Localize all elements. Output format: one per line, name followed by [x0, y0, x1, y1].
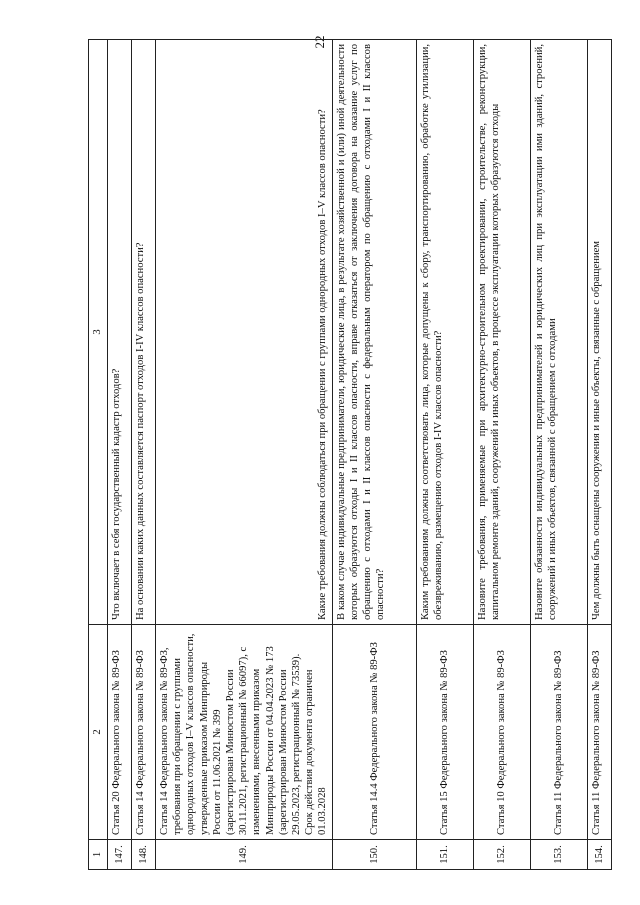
row-number: 149. — [156, 840, 333, 870]
table-row — [332, 40, 416, 870]
row-question: Что включает в себя государственный кадастр отходов? — [108, 40, 132, 625]
questions-table — [88, 39, 612, 870]
header-col-3: 3 — [89, 40, 108, 625]
header-col-1: 1 — [89, 840, 108, 870]
row-number: 152. — [473, 840, 530, 870]
row-law-reference: Статья 10 Федерального закона № 89-ФЗ — [473, 625, 530, 840]
row-question: Назовите обязанности индивидуальных предпринимателей и юридических лиц при эксплуатации ими зданий, строений, сооружений и иных объектов, связанной с обращением с отходами — [530, 40, 587, 625]
row-question: Какие требования должны соблюдаться при обращении с группами однородных отходов I–V классов опасности? — [156, 40, 333, 625]
row-law-reference: Статья 20 Федерального закона № 89-ФЗ — [108, 625, 132, 840]
row-number: 147. — [108, 840, 132, 870]
row-number: 154. — [587, 840, 611, 870]
row-number: 153. — [530, 840, 587, 870]
row-law-reference: Статья 11 Федерального закона № 89-ФЗ — [587, 625, 611, 840]
row-question: Каким требованиям должны соответствовать лица, которые допущены к сбору, транспортированию, обработке утилизации, обезвреживанию, размещению отходов I-IV классов опасности? — [416, 40, 473, 625]
row-question: Чем должны быть оснащены сооружения и иные объекты, связанные с обращением — [587, 40, 611, 625]
table-row — [587, 40, 611, 870]
row-law-reference: Статья 11 Федерального закона № 89-ФЗ — [530, 625, 587, 840]
page-number: 22 — [312, 35, 327, 49]
row-number: 148. — [132, 840, 156, 870]
table-row — [156, 40, 333, 870]
table-row — [132, 40, 156, 870]
row-law-reference: Статья 14 Федерального закона № 89-ФЗ, требования при обращении с группами однородных отходов I–V классов опасности, утвержденные приказом Минприроды России от 11.06.2021 № 399 (зарегистрирован Минюстом России 30.11.2021, регистрационный № 66097), с изменениями, внесенными приказом Минприроды России от 04.04.2023 № 173 (зарегистрирован Минюстом России 29.05.2023, регистрационный № 73539). Срок действия документа ограничен 01.03.2028 — [156, 625, 333, 840]
row-question: Назовите требования, применяемые при архитектурно-строительном проектировании, строительстве, реконструкции, капитальном ремонте зданий, сооружений и иных объектов, в процессе эксплуатации которых образуются отходы — [473, 40, 530, 625]
rotated-table-wrapper — [88, 40, 605, 870]
row-question: На основании каких данных составляется паспорт отходов I-IV классов опасности? — [132, 40, 156, 625]
table-row — [416, 40, 473, 870]
table-row — [473, 40, 530, 870]
table-header-row — [89, 40, 108, 870]
row-number: 150. — [332, 840, 416, 870]
row-question: В каком случае индивидуальные предприниматели, юридические лица, в результате хозяйственной и (или) иной деятельности которых образуются отходы I и II классов опасности, вправе отказаться от заключения договора на оказание услуг по обращению с отходами I и II классов опасности с федеральным оператором по обращению с отходами I и II классов опасности? — [332, 40, 416, 625]
row-law-reference: Статья 15 Федерального закона № 89-ФЗ — [416, 625, 473, 840]
row-law-reference: Статья 14.4 Федерального закона № 89-ФЗ — [332, 625, 416, 840]
table-row — [530, 40, 587, 870]
table-row — [108, 40, 132, 870]
row-number: 151. — [416, 840, 473, 870]
header-col-2: 2 — [89, 625, 108, 840]
row-law-reference: Статья 14 Федерального закона № 89-ФЗ — [132, 625, 156, 840]
